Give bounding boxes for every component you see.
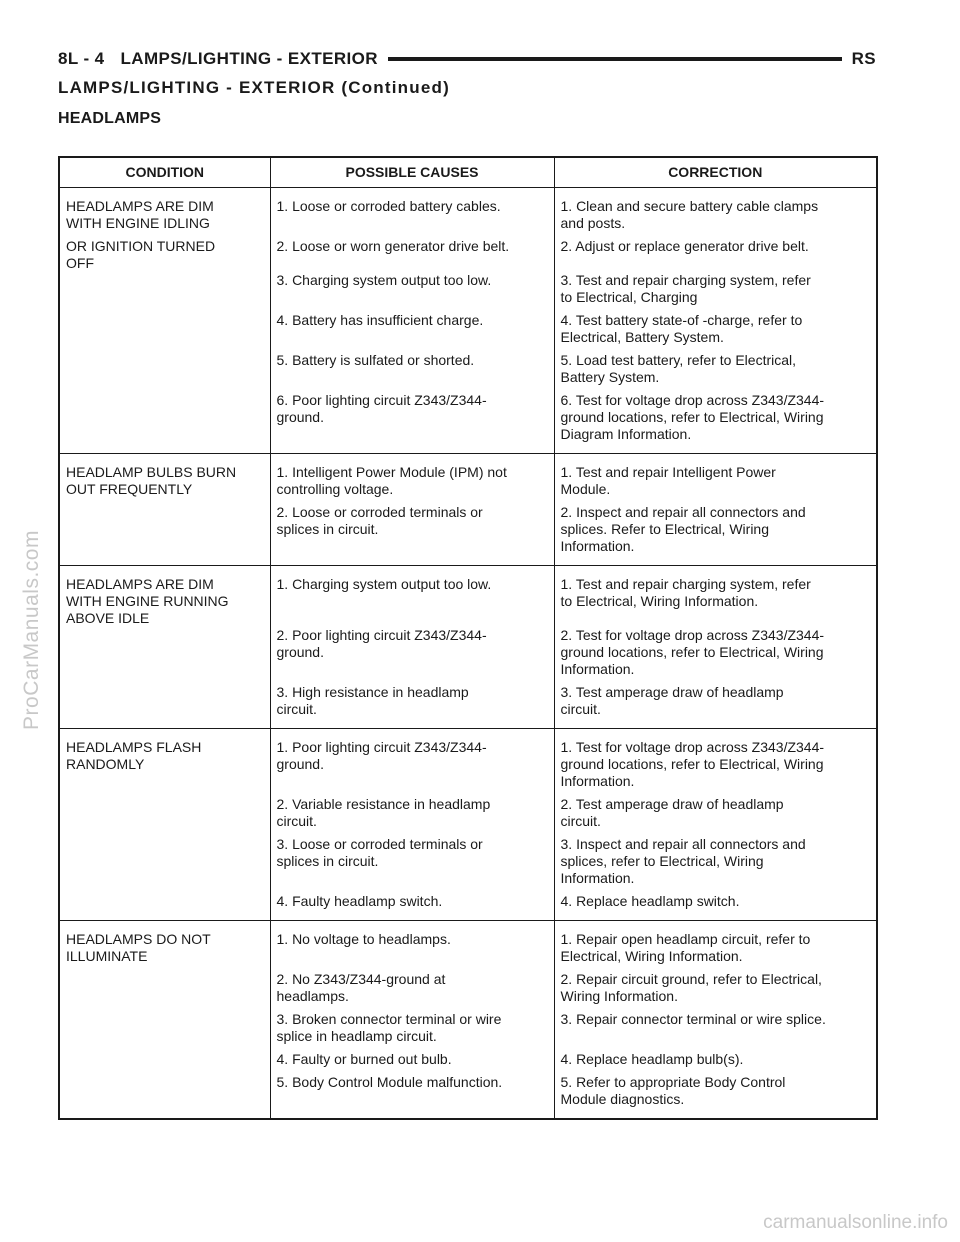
table-row	[59, 1011, 877, 1051]
correction-cell: 2. Repair circuit ground, refer to Electrical, Wiring Information.	[554, 971, 877, 1011]
table-header-row	[59, 157, 877, 188]
cause-cell: 4. Faulty or burned out bulb.	[270, 1051, 554, 1074]
cause-cell: 2. No Z343/Z344-ground at headlamps.	[270, 971, 554, 1011]
cause-cell: 1. No voltage to headlamps.	[270, 921, 554, 972]
condition-cell	[59, 1074, 270, 1119]
cause-cell: 5. Battery is sulfated or shorted.	[270, 352, 554, 392]
correction-cell: 4. Test battery state-of -charge, refer to Electrical, Battery System.	[554, 312, 877, 352]
header-section-name: LAMPS/LIGHTING - EXTERIOR	[120, 49, 378, 68]
condition-cell	[59, 627, 270, 684]
table-row	[59, 454, 877, 505]
correction-cell: 2. Inspect and repair all connectors and splices. Refer to Electrical, Wiring Information.	[554, 504, 877, 566]
correction-cell: 4. Replace headlamp bulb(s).	[554, 1051, 877, 1074]
condition-cell	[59, 684, 270, 729]
cause-cell: 1. Loose or corroded battery cables.	[270, 188, 554, 239]
condition-cell	[59, 971, 270, 1011]
continued-title: LAMPS/LIGHTING - EXTERIOR (Continued)	[58, 78, 450, 97]
cause-cell: 2. Loose or corroded terminals or splices in circuit.	[270, 504, 554, 566]
cause-cell: 6. Poor lighting circuit Z343/Z344- ground.	[270, 392, 554, 454]
header-model-code: RS	[851, 49, 876, 68]
cause-cell: 3. High resistance in headlamp circuit.	[270, 684, 554, 729]
cause-cell: 3. Broken connector terminal or wire splice in headlamp circuit.	[270, 1011, 554, 1051]
correction-cell: 1. Test for voltage drop across Z343/Z344- ground locations, refer to Electrical, Wiring Information.	[554, 729, 877, 797]
bottom-watermark: carmanualsonline.info	[763, 1212, 948, 1233]
cause-cell: 2. Poor lighting circuit Z343/Z344- ground.	[270, 627, 554, 684]
condition-cell	[59, 796, 270, 836]
correction-cell: 3. Test amperage draw of headlamp circuit.	[554, 684, 877, 729]
condition-cell	[59, 1011, 270, 1051]
table-body	[59, 188, 877, 1120]
condition-cell: HEADLAMP BULBS BURN OUT FREQUENTLY	[59, 454, 270, 505]
table-row	[59, 1074, 877, 1119]
condition-cell: HEADLAMPS DO NOT ILLUMINATE	[59, 921, 270, 972]
table-row	[59, 729, 877, 797]
condition-cell	[59, 272, 270, 312]
condition-cell	[59, 392, 270, 454]
cause-cell: 1. Intelligent Power Module (IPM) not controlling voltage.	[270, 454, 554, 505]
condition-cell	[59, 504, 270, 566]
cause-cell: 2. Variable resistance in headlamp circuit.	[270, 796, 554, 836]
table-row	[59, 566, 877, 628]
table-row	[59, 392, 877, 454]
column-header-correction: CORRECTION	[554, 157, 877, 188]
table-row	[59, 312, 877, 352]
table-row	[59, 188, 877, 239]
column-header-condition: CONDITION	[59, 157, 270, 188]
condition-cell	[59, 836, 270, 893]
table-row	[59, 684, 877, 729]
correction-cell: 3. Inspect and repair all connectors and splices, refer to Electrical, Wiring Information.	[554, 836, 877, 893]
condition-cell: OR IGNITION TURNED OFF	[59, 238, 270, 272]
cause-cell: 3. Charging system output too low.	[270, 272, 554, 312]
correction-cell: 3. Repair connector terminal or wire splice.	[554, 1011, 877, 1051]
correction-cell: 1. Repair open headlamp circuit, refer to Electrical, Wiring Information.	[554, 921, 877, 972]
correction-cell: 6. Test for voltage drop across Z343/Z344- ground locations, refer to Electrical, Wiring Diagram Information.	[554, 392, 877, 454]
table-row	[59, 971, 877, 1011]
condition-cell: HEADLAMPS ARE DIM WITH ENGINE RUNNING ABOVE IDLE	[59, 566, 270, 628]
correction-cell: 2. Test for voltage drop across Z343/Z344- ground locations, refer to Electrical, Wiring Information.	[554, 627, 877, 684]
table-row	[59, 627, 877, 684]
cause-cell: 5. Body Control Module malfunction.	[270, 1074, 554, 1119]
table-row	[59, 504, 877, 566]
table-row	[59, 796, 877, 836]
condition-cell	[59, 893, 270, 921]
correction-cell: 1. Test and repair Intelligent Power Module.	[554, 454, 877, 505]
cause-cell: 2. Loose or worn generator drive belt.	[270, 238, 554, 272]
column-header-possible-causes: POSSIBLE CAUSES	[270, 157, 554, 188]
cause-cell: 4. Battery has insufficient charge.	[270, 312, 554, 352]
correction-cell: 5. Load test battery, refer to Electrical, Battery System.	[554, 352, 877, 392]
table-row	[59, 1051, 877, 1074]
page-reference: 8L - 4	[58, 49, 105, 68]
condition-cell: HEADLAMPS FLASH RANDOMLY	[59, 729, 270, 797]
cause-cell: 3. Loose or corroded terminals or splices in circuit.	[270, 836, 554, 893]
condition-cell	[59, 312, 270, 352]
cause-cell: 1. Poor lighting circuit Z343/Z344- ground.	[270, 729, 554, 797]
condition-cell: HEADLAMPS ARE DIM WITH ENGINE IDLING	[59, 188, 270, 239]
correction-cell: 2. Adjust or replace generator drive belt.	[554, 238, 877, 272]
diagnosis-table	[58, 156, 878, 1120]
side-watermark-text: ProCarManuals.com	[20, 530, 43, 730]
page-header	[58, 46, 876, 72]
table-row	[59, 893, 877, 921]
table-row	[59, 836, 877, 893]
correction-cell: 1. Test and repair charging system, refer to Electrical, Wiring Information.	[554, 566, 877, 628]
side-watermark	[12, 420, 52, 840]
condition-cell	[59, 352, 270, 392]
header-rule	[388, 57, 842, 61]
correction-cell: 3. Test and repair charging system, refer to Electrical, Charging	[554, 272, 877, 312]
correction-cell: 5. Refer to appropriate Body Control Module diagnostics.	[554, 1074, 877, 1119]
condition-cell	[59, 1051, 270, 1074]
correction-cell: 1. Clean and secure battery cable clamps and posts.	[554, 188, 877, 239]
table-row	[59, 352, 877, 392]
table-row	[59, 238, 877, 272]
correction-cell: 4. Replace headlamp switch.	[554, 893, 877, 921]
table-row	[59, 272, 877, 312]
cause-cell: 1. Charging system output too low.	[270, 566, 554, 628]
cause-cell: 4. Faulty headlamp switch.	[270, 893, 554, 921]
table-row	[59, 921, 877, 972]
section-title: HEADLAMPS	[58, 110, 162, 127]
correction-cell: 2. Test amperage draw of headlamp circuit.	[554, 796, 877, 836]
